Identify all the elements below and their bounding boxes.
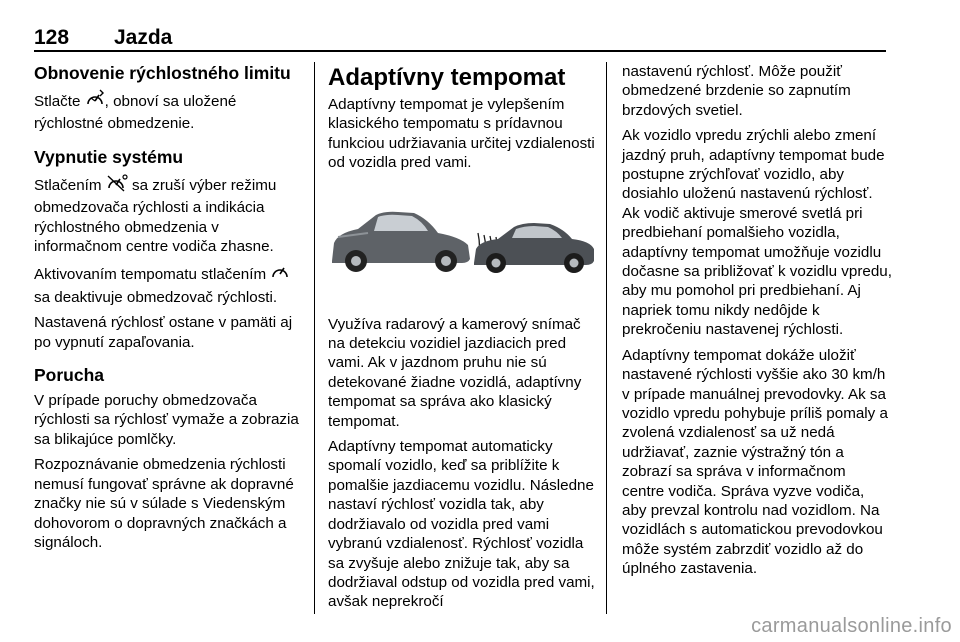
paragraph-radar: Využíva radarový a kamerový snímač na detekciu vozidiel jazdiacich pred vami. Ak v jazdnom pruhu nie sú detekované žiadne vozidlá, adaptívny tempomat sa správa ako klasický tempomat.: [328, 315, 582, 430]
heading-fault: Porucha: [34, 365, 105, 386]
column-2: [328, 62, 596, 618]
watermark: carmanualsonline.info: [751, 615, 952, 637]
column-divider-1: [314, 62, 315, 614]
paragraph-restore: [34, 89, 306, 134]
column-1: [34, 62, 306, 558]
rear-car-image: [332, 211, 470, 271]
paragraph-slow-down: Adaptívny tempomat automaticky spomalí vozidlo, keď sa priblížite k pomalšie jazdiacemu vozidlu. Následne nastaví rýchlosť vozidla tak, aby dodržiavalo od vozidla pred vami vybranú vzdialenosť. Rýchlosť vozidla sa zvyšuje alebo znižuje tak, aby sa dodržiaval odstup od vozidla pred vami, avšak neprekročí: [328, 438, 595, 611]
text-off1-post: sa zruší výber režimu obmedzovača rýchlosti a indikácia rýchlostného obmedzenia v informačnom centre vodiča zhasne.: [34, 176, 277, 256]
section-title: Jazda: [114, 26, 173, 49]
heading-restore-limit: Obnovenie rýchlostného limitu: [34, 63, 291, 83]
text-off2-pre: Aktivovaním tempomatu stlačením: [34, 266, 271, 284]
text-restore-pre: Stlačte: [34, 93, 85, 110]
speedometer-resume-icon: [85, 89, 105, 114]
heading-system-off: Vypnutie systému: [34, 146, 184, 167]
column-divider-2: [606, 62, 607, 614]
text-off2-post: sa deaktivuje obmedzovač rýchlosti.: [34, 288, 278, 306]
paragraph-lane-change: Ak vozidlo vpredu zrýchli alebo zmení jazdný pruh, adaptívny tempomat bude postupne zrýchľovať vozidlo, aby dosiahlo uloženú nastavenú rýchlosť. Ak vodič aktivuje smerové svetlá pri predbiehaní pomalšieho vozidla, adaptívny tempomat umožňuje vozidlu dočasne sa približovať k vozidlu vpredu, aby mu pomohol pri predbiehaní. Aj napriek tomu nikdy nedôjde k prekročeniu nastavenej rýchlosti.: [622, 127, 892, 339]
paragraph-fault-1: V prípade poruchy obmedzovača rýchlosti sa rýchlosť vymaže a zobrazia sa blikajúce pomlčky.: [34, 392, 299, 448]
adaptive-cruise-illustration: [328, 203, 596, 283]
paragraph-store-speed: Adaptívny tempomat dokáže uložiť nastavené rýchlosti vyššie ako 30 km/h v prípade manuálnej prevodovky. Ak sa vozidlo vpredu pohybuje príliš pomaly a zvolená vzdialenosť sa už nedá udržiavať, zaznie výstražný tón a zobrazí sa správa v informačnom centre vodiča. Správa vyzve vodiča, aby prevzal kontrolu nad vozidlom. Na vozidlách s automatickou prevodovkou môže systém zabrzdiť vozidlo až do úplného zastavenia.: [622, 346, 888, 578]
header-rule: [34, 50, 886, 52]
paragraph-off-3: Nastavená rýchlosť ostane v pamäti aj po vypnutí zapaľovania.: [34, 314, 293, 351]
page-header: [34, 22, 886, 52]
text-off1-pre: Stlačením: [34, 176, 106, 194]
column-3: [622, 62, 892, 585]
paragraph-off-2: [34, 262, 306, 307]
paragraph-fault-2: Rozpoznávanie obmedzenia rýchlosti nemusí fungovať správne ak dopravné značky nie sú v súlade s Viedenským dohovorom o dopravných značkách a signáloch.: [34, 456, 294, 551]
speedometer-off-icon: [106, 173, 128, 198]
text-restore-post: , obnoví sa uložené rýchlostné obmedzenie.: [34, 93, 237, 133]
front-car-image: [474, 223, 594, 273]
speedometer-icon: [270, 262, 290, 287]
page-number: 128: [34, 26, 70, 49]
paragraph-off-1: [34, 173, 306, 257]
paragraph-intro: Adaptívny tempomat je vylepšením klasického tempomatu s prídavnou funkciou udržiavania určitej vzdialenosti od vozidla pred vami.: [328, 96, 595, 172]
heading-adaptive-cruise: Adaptívny tempomat: [328, 64, 566, 91]
paragraph-continued: nastavenú rýchlosť. Môže použiť obmedzené brzdenie so zapnutím brzdových svetiel.: [622, 63, 851, 119]
